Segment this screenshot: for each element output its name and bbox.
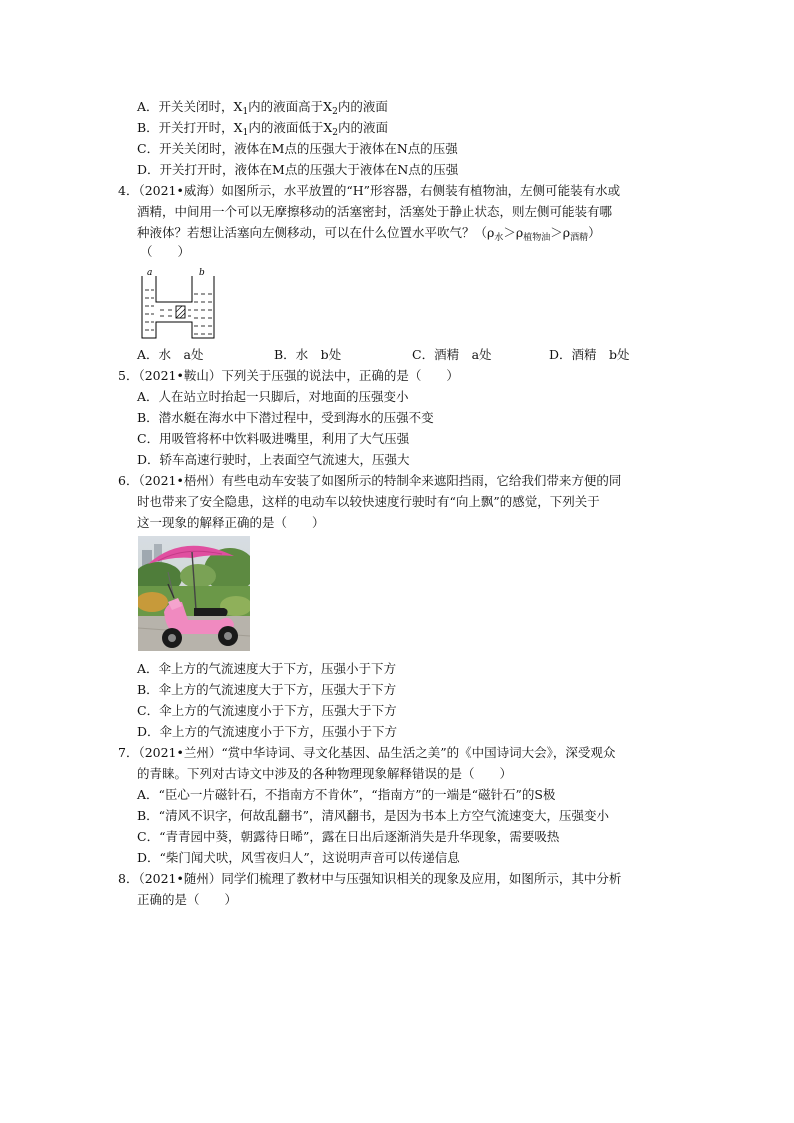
q6-option-a: A．伞上方的气流速度大于下方，压强小于下方 xyxy=(137,661,397,676)
q4-option-a: A．水 a处 xyxy=(137,347,204,362)
label-a: a xyxy=(147,268,153,278)
q7-stem-line1: 7．（2021•兰州）“赏中华诗词、寻文化基因、品生活之美”的《中国诗词大会》，深受观众 xyxy=(118,745,616,760)
q7-stem-line2: 的青睐。下列对古诗文中涉及的各种物理现象解释错误的是（ ） xyxy=(137,766,513,781)
q5-option-d: D．轿车高速行驶时，上表面空气流速大，压强大 xyxy=(137,452,410,467)
q7-option-c: C．“青青园中葵，朝露待日晞”，露在日出后逐渐消失是升华现象，需要吸热 xyxy=(137,829,560,844)
q6-option-d: D．伞上方的气流速度小于下方，压强小于下方 xyxy=(137,724,398,739)
scooter-umbrella-photo xyxy=(138,536,250,651)
q5-stem: 5．（2021•鞍山）下列关于压强的说法中，正确的是（ ） xyxy=(118,368,459,383)
q4-stem-line2: 酒精，中间用一个可以无摩擦移动的活塞密封，活塞处于静止状态，则左侧可能装有哪 xyxy=(137,204,613,219)
q7-option-b: B．“清风不识字，何故乱翻书”，清风翻书，是因为书本上方空气流速变大，压强变小 xyxy=(137,808,609,823)
q3-option-d: D．开关打开时，液体在M点的压强大于液体在N点的压强 xyxy=(137,162,459,177)
h-container-figure xyxy=(136,266,220,342)
q8-stem-line2: 正确的是（ ） xyxy=(137,892,238,907)
q4-stem-line1: 4．（2021•威海）如图所示，水平放置的“H”形容器，右侧装有植物油，左侧可能装有水或 xyxy=(118,183,621,198)
q6-stem-line3: 这一现象的解释正确的是（ ） xyxy=(137,515,325,530)
q3-option-a: A．开关关闭时，$X_1$内的液面高于$X_2$内的液面 xyxy=(137,99,388,117)
q6-option-b: B．伞上方的气流速度大于下方，压强大于下方 xyxy=(137,682,397,697)
q5-option-c: C．用吸管将杯中饮料吸进嘴里，利用了大气压强 xyxy=(137,431,410,446)
q7-option-d: D．“柴门闻犬吠，风雪夜归人”，这说明声音可以传递信息 xyxy=(137,850,460,865)
q4-answer-paren: （ ） xyxy=(140,244,191,259)
q6-stem-line1: 6．（2021•梧州）有些电动车安装了如图所示的特制伞来遮阳挡雨，它给我们带来方便的同 xyxy=(118,473,622,488)
container-outline xyxy=(142,276,214,338)
q5-option-a: A．人在站立时抬起一只脚后，对地面的压强变小 xyxy=(137,389,409,404)
q4-option-c: C．酒精 a处 xyxy=(412,347,492,362)
label-b: b xyxy=(199,268,205,278)
q4-option-d: D．酒精 b处 xyxy=(549,347,630,362)
q4-option-b: B．水 b处 xyxy=(274,347,342,362)
q7-option-a: A．“臣心一片磁针石，不指南方不肯休”，“指南方”的一端是“磁针石”的S极 xyxy=(137,787,556,802)
q5-option-b: B．潜水艇在海水中下潜过程中，受到海水的压强不变 xyxy=(137,410,434,425)
q3-option-c: C．开关关闭时，液体在M点的压强大于液体在N点的压强 xyxy=(137,141,458,156)
q4-stem-line3: 种液体？若想让活塞向左侧移动，可以在什么位置水平吹气？$(\rho_水>\rho_{植物油}>\rho_{酒精})$ xyxy=(137,225,601,243)
q6-option-c: C．伞上方的气流速度小于下方，压强大于下方 xyxy=(137,703,397,718)
q6-stem-line2: 时也带来了安全隐患，这样的电动车以较快速度行驶时有“向上飘”的感觉，下列关于 xyxy=(137,494,600,509)
left-liquid xyxy=(145,290,172,330)
q3-option-b: B．开关打开时，$X_1$内的液面低于$X_2$内的液面 xyxy=(137,120,388,138)
q8-stem-line1: 8．（2021•随州）同学们梳理了教材中与压强知识相关的现象及应用，如图所示，其中分析 xyxy=(118,871,622,886)
